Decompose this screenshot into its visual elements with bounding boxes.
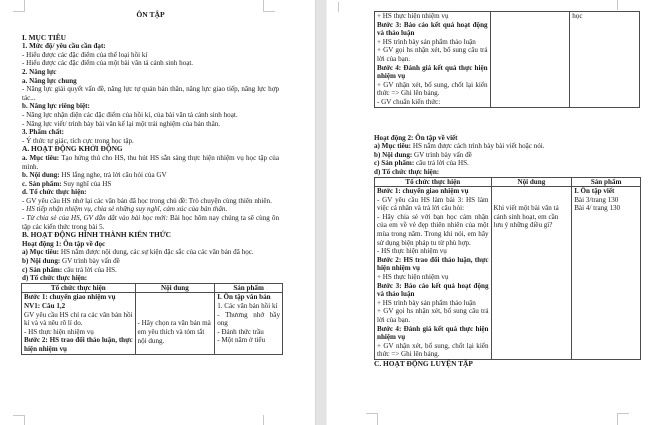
cell-text: + GV gọi hs nhận xét, bổ sung câu trả lời của bạn.: [377, 46, 488, 63]
column-header: Nội dung: [135, 283, 215, 293]
table-header-row: [22, 283, 283, 293]
text-paragraph: [22, 180, 279, 189]
cell-text: Bài 4/ trang 130: [574, 204, 621, 213]
column-header: Tổ chức thực hiện: [22, 283, 136, 293]
text-paragraph: [374, 151, 641, 160]
activity-table-reading-continued: [374, 11, 640, 108]
text-line: - Hiểu được các đặc điểm của một bài văn tả cảnh sinh hoạt.: [22, 59, 194, 68]
text: HS lắng nghe, trả lời câu hỏi của GV: [59, 171, 167, 180]
cell-text: + GV gọi hs nhận xét, bổ sung câu trả lời của bạn.: [377, 307, 489, 324]
activity-table-reading: [21, 283, 283, 355]
table-row: [375, 12, 640, 108]
text-paragraph: [22, 171, 279, 180]
subheading-general-competence: a. Năng lực chung: [22, 76, 77, 85]
page-title: ÔN TẬP: [136, 10, 165, 19]
cell-text: - Một năm ở tiểu: [217, 336, 266, 345]
section-heading-objectives: I. MỤC TIÊU: [22, 32, 67, 42]
column-header: Sản phẩm: [215, 283, 283, 293]
text-paragraph-italic: - HS tiếp nhận nhiệm vụ, chia sẻ những suy nghĩ, cảm xúc của bản thân.: [22, 205, 228, 214]
crop-mark-bottom-right: [263, 415, 275, 425]
text: Bài học hôm nay chúng ta sẽ cùng ôn tập các kiến thức trong bài 5.: [22, 214, 280, 231]
activity-table-writing: [374, 177, 641, 360]
cell-text: Bài 3/trang 130: [574, 195, 619, 204]
text-paragraph: [22, 154, 279, 171]
table-cell-content: [491, 187, 572, 360]
subheading-qualities: 3. Phẩm chất:: [22, 128, 64, 137]
document-page-left[interactable]: [0, 0, 315, 425]
cell-text: + HS thực hiện nhiệm vụ: [377, 273, 449, 282]
label: c. Sản phẩm:: [22, 179, 62, 188]
label: b. Nội dung:: [22, 171, 60, 180]
cell-text: GV yêu cầu HS chỉ ra các văn bản hồi kí và và nêu rõ lí do.: [24, 310, 133, 328]
step-heading: Bước 3: Báo cáo kết quả hoạt động và thảo luận: [377, 281, 489, 299]
text-paragraph: [374, 159, 641, 168]
table-cell-organization: [375, 12, 491, 108]
step-heading: Bước 1: chuyển giao nhiệm vụ: [377, 187, 469, 196]
cell-text: - HS thực hiện nhiệm vụ: [377, 247, 447, 256]
cell-text: - GV yêu cầu HS làm bài 3: HS làm việc cá nhân và trả lời câu hỏi:: [377, 195, 489, 213]
label: d) Tổ chức thực hiện:: [22, 274, 88, 283]
cell-text: + GV nhận xét, bổ sung, chốt lại kiến thức => Ghi lên bảng.: [377, 341, 489, 359]
label: b) Nội dung:: [22, 257, 61, 266]
label: b) Nội dung:: [374, 150, 413, 159]
text-paragraph: [22, 214, 279, 231]
table-cell-organization: [22, 293, 136, 354]
table-row: [375, 187, 641, 360]
text: HS nắm được nội dung, các sự kiện đặc sắc của các văn bản đã học.: [59, 248, 254, 257]
activity-heading: Hoạt động 2: Ôn tập về viết: [374, 133, 458, 142]
crop-mark-bottom-left: [13, 415, 25, 425]
subheading-specific-competence: b. Năng lực riêng biệt:: [22, 102, 90, 111]
table-cell-content: [490, 12, 570, 108]
text-paragraph: [22, 248, 279, 257]
text: HS nắm được cách trình bày bài viết hoặc nói.: [411, 142, 545, 151]
label: c) Sản phẩm:: [374, 159, 415, 168]
step-heading: Bước 1: chuyển giao nhiệm vụ: [24, 293, 116, 302]
text-paragraph: [374, 142, 641, 151]
text: câu trả lời của HS.: [414, 159, 469, 168]
text-paragraph: [22, 266, 279, 275]
page-gap: [315, 0, 327, 425]
text: Tạo hứng thú cho HS, thu hút HS sẵn sàng thực hiện nhiệm vụ học tập của mình.: [22, 153, 280, 171]
document-page-right[interactable]: [327, 0, 650, 425]
cell-text: + HS trình bày sản phẩm thảo luận: [377, 37, 476, 46]
table-cell-content: [135, 293, 215, 354]
subheading-competence: 2. Năng lực: [22, 67, 57, 76]
text-paragraph: - Năng lực nhận diện các đặc điểm của hồi kí, của bài văn tả cảnh sinh hoạt.: [22, 110, 238, 119]
text: Suy nghĩ của HS: [61, 179, 112, 188]
column-header: Sản phẩm: [572, 177, 641, 187]
label: c) Sản phẩm:: [22, 265, 63, 274]
activity-heading: Hoạt động 1: Ôn tập về đọc: [22, 239, 106, 248]
cell-text: + GV nhận xét, bổ sung, chốt lại kiến thức => Ghi lên bảng.: [377, 80, 488, 98]
text-paragraph: [22, 257, 279, 266]
section-heading-knowledge: B. HOẠT ĐỘNG HÌNH THÀNH KIẾN THỨC: [22, 230, 171, 240]
label: a) Mục tiêu:: [22, 248, 60, 257]
cell-text: Khi viết một bài văn tả cảnh sinh hoạt, em cần lưu ý những điều gì?: [493, 204, 559, 230]
table-cell-product: [572, 187, 641, 360]
cell-text: + HS thực hiện nhiệm vụ: [377, 12, 449, 20]
label: a) Mục tiêu:: [374, 142, 412, 151]
table-cell-product: [215, 293, 283, 354]
text-paragraph: - Năng lực giải quyết vấn đề, năng lực tự quản bản thân, năng lực giao tiếp, năng lực hợp tác...: [22, 85, 279, 102]
section-heading-warmup: A. HOẠT ĐỘNG KHỞI ĐỘNG: [22, 144, 123, 154]
table-cell-product: học: [570, 12, 640, 108]
step-heading: Bước 3: Báo cáo kết quả hoạt động và thảo luận: [377, 20, 488, 38]
cell-text: - Hãy chia sẻ với bạn học cảm nhận của em về vẻ đẹp thiên nhiên của một mùa trong năm. Trong khi nói, em hãy sử dụng biện pháp tu từ phù hợp.: [377, 212, 489, 247]
cell-text: - GV chuẩn kiến thức:: [377, 97, 441, 106]
label: d. Tổ chức thực hiện:: [22, 188, 87, 197]
label: a. Mục tiêu:: [22, 153, 60, 162]
cell-heading: I. Ôn tập viết: [574, 187, 615, 196]
text: GV trình bày vấn đề: [412, 150, 472, 159]
right-page-content: [374, 0, 641, 369]
crop-mark-top-left: [327, 2, 339, 12]
crop-mark-bottom-right: [617, 413, 629, 425]
task-label: NV1: Câu 1,2: [24, 302, 66, 310]
cell-text: + HS trình bày sản phẩm thảo luận: [377, 298, 476, 307]
cell-text: 1. Các văn bản hồi kí: [217, 302, 278, 310]
cell-text: - HS thực hiện nhiệm vụ: [24, 327, 94, 336]
column-header: Tổ chức thực hiện: [375, 177, 492, 187]
text-line: - Hiểu được các đặc điểm của thể loại hồi kí: [22, 50, 148, 59]
step-heading: Bước 4: Đánh giá kết quả thực hiện nhiệm vụ: [377, 324, 489, 342]
column-header: Nội dung: [491, 177, 572, 187]
table-row: [22, 293, 283, 354]
text-italic: - Từ chia sẻ của HS, GV dẫn dắt vào bài học mới:: [22, 214, 168, 223]
step-heading: Bước 2: HS trao đổi thảo luận, thực hiện nhiệm vụ: [24, 336, 133, 353]
left-page-content: [22, 11, 279, 355]
table-header-row: [375, 177, 641, 187]
step-heading: Bước 2: HS trao đổi thảo luận, thực hiện nhiệm vụ: [377, 255, 489, 273]
cell-text: - Hãy chọn ra văn bản mà em yêu thích và tóm tắt nội dung.: [137, 319, 211, 345]
text: câu trả lời của HS.: [62, 265, 117, 274]
cell-heading: I. Ôn tập văn bản: [217, 293, 271, 302]
text-line: - Ý thức tự giác, tích cực trong học tập.: [22, 136, 134, 145]
section-heading-practice: C. HOẠT ĐỘNG LUYỆN TẬP: [374, 358, 473, 368]
text-paragraph: - GV yêu cầu HS nhớ lại các văn bản đã học trong chủ đề: Trò chuyện cùng thiên nhiên.: [22, 196, 272, 205]
subheading-requirements: 1. Mức độ/ yêu cầu cần đạt:: [22, 42, 106, 51]
cell-text: - Thương nhớ bầy ong: [217, 310, 280, 328]
label: d) Tổ chức thực hiện:: [374, 167, 440, 176]
crop-mark-bottom-left: [366, 413, 378, 425]
text-paragraph: - Năng lực viết/ trình bày bài văn kể lại một trải nghiệm của bản thân.: [22, 119, 221, 128]
cell-text: - Đánh thức trầu: [217, 327, 264, 336]
step-heading: Bước 4: Đánh giá kết quả thực hiện nhiệm vụ: [377, 63, 488, 81]
table-cell-organization: [375, 187, 492, 360]
text: GV trình bày vấn đề: [60, 257, 120, 266]
